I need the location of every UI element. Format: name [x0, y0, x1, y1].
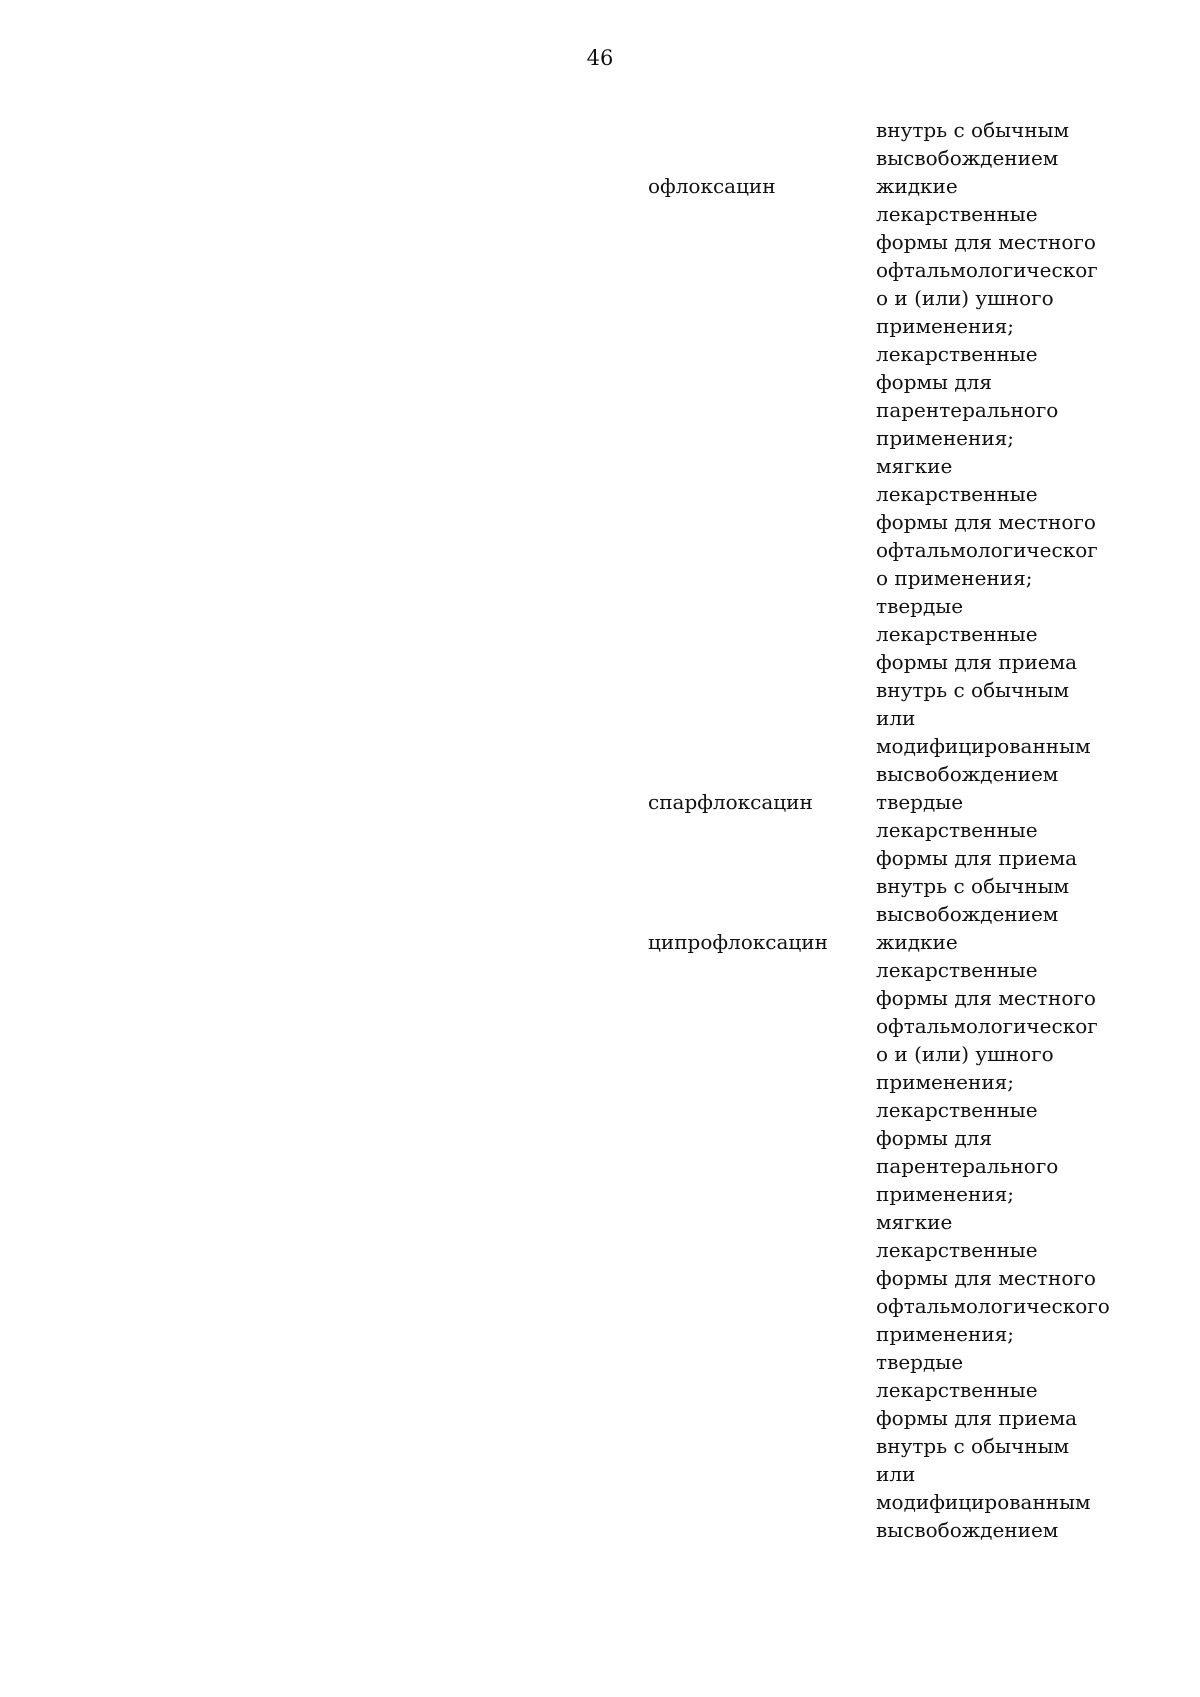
- drug-name: офлоксацин: [648, 174, 776, 198]
- table-row-sparfloxacin: [0, 788, 1200, 928]
- dosage-forms: жидкие лекарственные формы для местного офтальмологическог о и (или) ушного применения; лекарственные формы для парентерального применения; мягкие лекарственные формы для местного офтальмологическог о применения; твердые лекарственные формы для приема внутрь с обычным или модифицированным высвобождением: [876, 174, 1098, 786]
- page-number: 46: [586, 46, 614, 70]
- drug-name: ципрофлоксацин: [648, 930, 828, 954]
- dosage-forms: твердые лекарственные формы для приема внутрь с обычным высвобождением: [876, 790, 1078, 926]
- drug-forms-table: [0, 116, 1200, 1544]
- table-row-continuation: [0, 116, 1200, 172]
- dosage-forms: внутрь с обычным высвобождением: [876, 118, 1070, 170]
- table-row-ofloxacin: [0, 172, 1200, 788]
- dosage-forms: жидкие лекарственные формы для местного офтальмологическог о и (или) ушного применения; лекарственные формы для парентерального применения; мягкие лекарственные формы для местного офтальмологического применения; твердые лекарственные формы для приема внутрь с обычным или модифицированным высвобождением: [876, 930, 1110, 1542]
- table-row-ciprofloxacin: [0, 928, 1200, 1544]
- drug-name: спарфлоксацин: [648, 790, 813, 814]
